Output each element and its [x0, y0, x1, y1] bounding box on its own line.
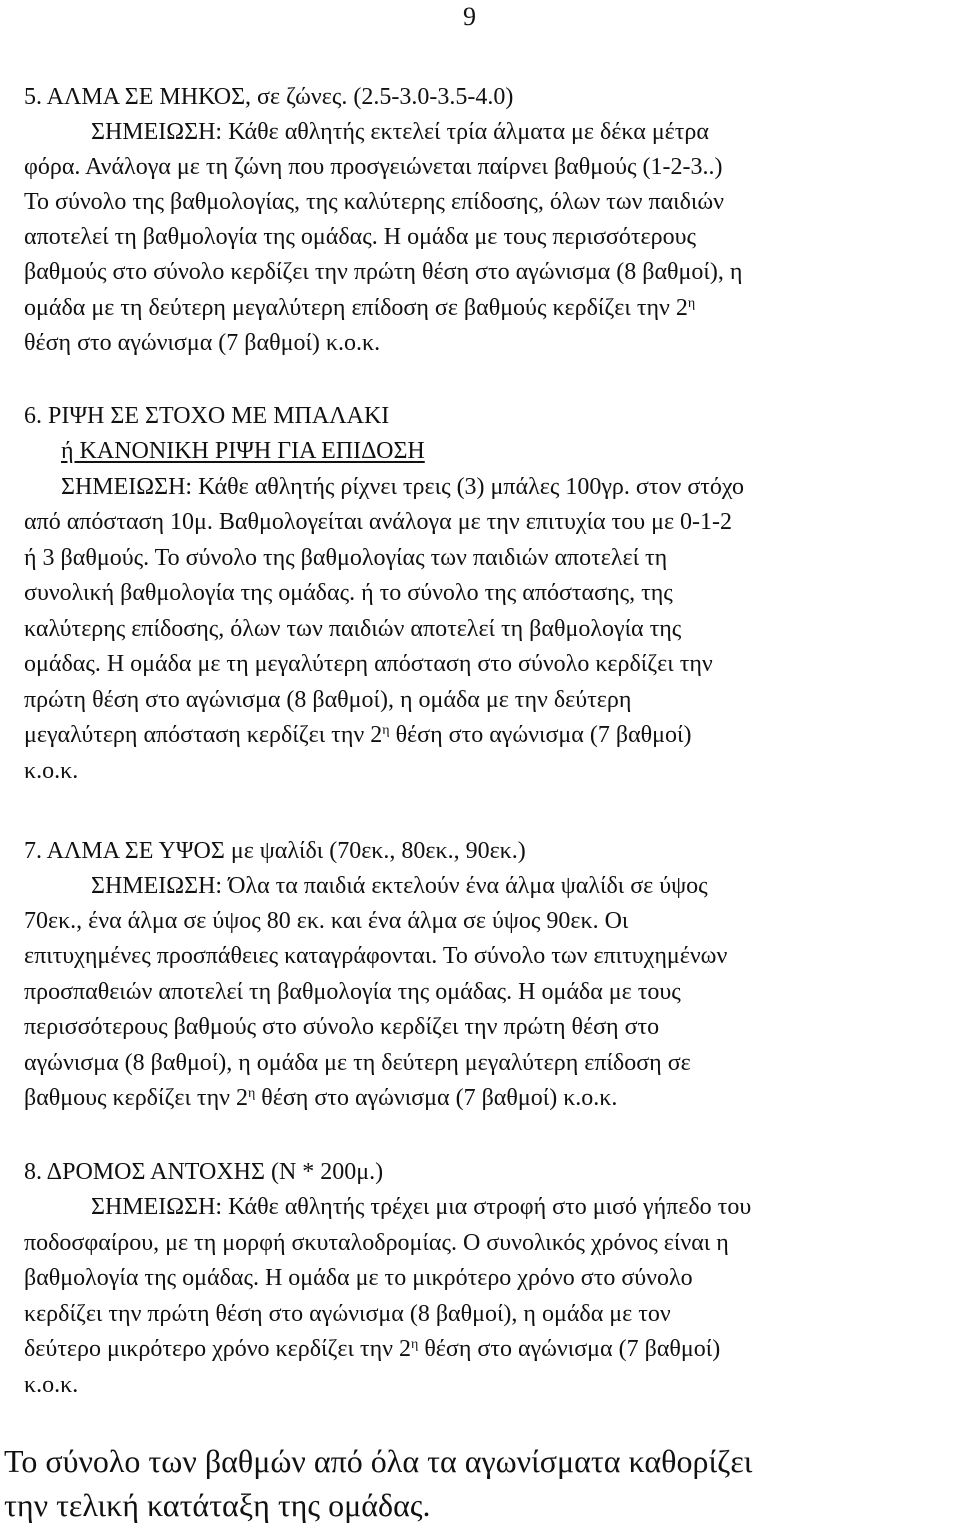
- section-6-line-4: συνολική βαθμολογία της ομάδας. ή το σύνολο της απόστασης, της: [24, 580, 673, 606]
- superscript-eta: η: [687, 296, 696, 311]
- section-8-line-2: ποδοσφαίρου, με τη μορφή σκυταλοδρομίας. Ο συνολικός χρόνος είναι η: [24, 1230, 729, 1256]
- section-8-title: 8. ΔΡΟΜΟΣ ΑΝΤΟΧΗΣ (Ν * 200μ.): [24, 1159, 384, 1185]
- section-5-title: 5. ΑΛΜΑ ΣΕ ΜΗΚΟΣ, σε ζώνες. (2.5-3.0-3.5-4.0): [24, 84, 514, 110]
- section-7-line-5: περισσότερους βαθμούς στο σύνολο κερδίζει την πρώτη θέση στο: [24, 1014, 660, 1040]
- section-7-line-7-tail: θέση στο αγώνισμα (7 βαθμοί) κ.ο.κ.: [255, 1085, 618, 1111]
- section-8-line-5-text: δεύτερο μικρότερο χρόνο κερδίζει την 2: [24, 1336, 411, 1362]
- section-6-title: 6. ΡΙΨΗ ΣΕ ΣΤΟΧΟ ΜΕ ΜΠΑΛΑΚΙ: [24, 403, 390, 429]
- section-7-line-2: 70εκ., ένα άλμα σε ύψος 80 εκ. και ένα άλμα σε ύψος 90εκ. Οι: [24, 908, 629, 934]
- section-5-line-4: αποτελεί τη βαθμολογία της ομάδας. Η ομάδα με τους περισσότερους: [24, 224, 696, 250]
- section-8-line-1: ΣΗΜΕΙΩΣΗ: Κάθε αθλητής τρέχει μια στροφή στο μισό γήπεδο του: [91, 1194, 752, 1220]
- section-5-line-1: ΣΗΜΕΙΩΣΗ: Κάθε αθλητής εκτελεί τρία άλματα με δέκα μέτρα: [91, 119, 709, 145]
- section-7-title: 7. ΑΛΜΑ ΣΕ ΥΨΟΣ με ψαλίδι (70εκ., 80εκ., 90εκ.): [24, 838, 526, 864]
- section-6-line-5: καλύτερης επίδοσης, όλων των παιδιών αποτελεί τη βαθμολογία της: [24, 616, 682, 642]
- section-5-line-7: θέση στο αγώνισμα (7 βαθμοί) κ.ο.κ.: [24, 330, 381, 356]
- section-6-line-7: πρώτη θέση στο αγώνισμα (8 βαθμοί), η ομάδα με την δεύτερη: [24, 687, 632, 713]
- section-6-line-9: κ.ο.κ.: [24, 758, 79, 784]
- section-7-line-7-text: βαθμους κερδίζει την 2: [24, 1085, 248, 1111]
- section-5-line-6-text: ομάδα με τη δεύτερη μεγαλύτερη επίδοση σε βαθμούς κερδίζει την 2: [24, 295, 688, 321]
- section-5-line-2: φόρα. Ανάλογα με τη ζώνη που προσγειώνεται παίρνει βαθμούς (1-2-3..): [24, 154, 723, 180]
- page-number: 9: [463, 2, 476, 31]
- section-5-line-6: [24, 291, 695, 325]
- section-5-line-5: βαθμούς στο σύνολο κερδίζει την πρώτη θέση στο αγώνισμα (8 βαθμοί), η: [24, 259, 743, 285]
- section-6-line-1: ΣΗΜΕΙΩΣΗ: Κάθε αθλητής ρίχνει τρεις (3) μπάλες 100γρ. στον στόχο: [61, 474, 745, 500]
- section-6-line-2: από απόσταση 10μ. Βαθμολογείται ανάλογα με την επιτυχία του με 0-1-2: [24, 509, 733, 535]
- section-7-line-7: [24, 1081, 617, 1115]
- section-8-line-5: [24, 1332, 720, 1366]
- section-6-line-3: ή 3 βαθμούς. Το σύνολο της βαθμολογίας των παιδιών αποτελεί τη: [24, 545, 668, 571]
- section-8-line-3: βαθμολογία της ομάδας. Η ομάδα με το μικρότερο χρόνο στο σύνολο: [24, 1265, 693, 1291]
- section-6-subtitle: ή ΚΑΝΟΝΙΚΗ ΡΙΨΗ ΓΙΑ ΕΠΙΔΟΣΗ: [61, 438, 425, 464]
- section-5-line-3: Το σύνολο της βαθμολογίας, της καλύτερης επίδοσης, όλων των παιδιών: [24, 189, 725, 215]
- section-8-line-5-tail: θέση στο αγώνισμα (7 βαθμοί): [418, 1336, 721, 1362]
- section-7-line-1: ΣΗΜΕΙΩΣΗ: Όλα τα παιδιά εκτελούν ένα άλμα ψαλίδι σε ύψος: [91, 873, 708, 899]
- section-6-line-6: ομάδας. Η ομάδα με τη μεγαλύτερη απόσταση στο σύνολο κερδίζει την: [24, 651, 713, 677]
- superscript-eta: η: [410, 1337, 419, 1352]
- superscript-eta: η: [247, 1086, 256, 1101]
- section-8-line-4: κερδίζει την πρώτη θέση στο αγώνισμα (8 βαθμοί), η ομάδα με τον: [24, 1301, 671, 1327]
- final-statement-line-2: την τελική κατάταξη της ομάδας.: [4, 1487, 431, 1523]
- section-7-line-3: επιτυχημένες προσπάθειες καταγράφονται. Το σύνολο των επιτυχημένων: [24, 943, 728, 969]
- section-7-line-4: προσπαθειών αποτελεί τη βαθμολογία της ομάδας. Η ομάδα με τους: [24, 979, 681, 1005]
- section-6-line-8-text: μεγαλύτερη απόσταση κερδίζει την 2: [24, 722, 383, 748]
- final-statement-line-1: Το σύνολο των βαθμών από όλα τα αγωνίσματα καθορίζει: [4, 1443, 753, 1479]
- section-7-line-6: αγώνισμα (8 βαθμοί), η ομάδα με τη δεύτερη μεγαλύτερη επίδοση σε: [24, 1050, 691, 1076]
- superscript-eta: η: [382, 723, 390, 738]
- section-6-line-8-tail: θέση στο αγώνισμα (7 βαθμοί): [389, 722, 692, 748]
- section-6-line-8: [24, 718, 691, 752]
- section-8-line-6: κ.ο.κ.: [24, 1372, 79, 1398]
